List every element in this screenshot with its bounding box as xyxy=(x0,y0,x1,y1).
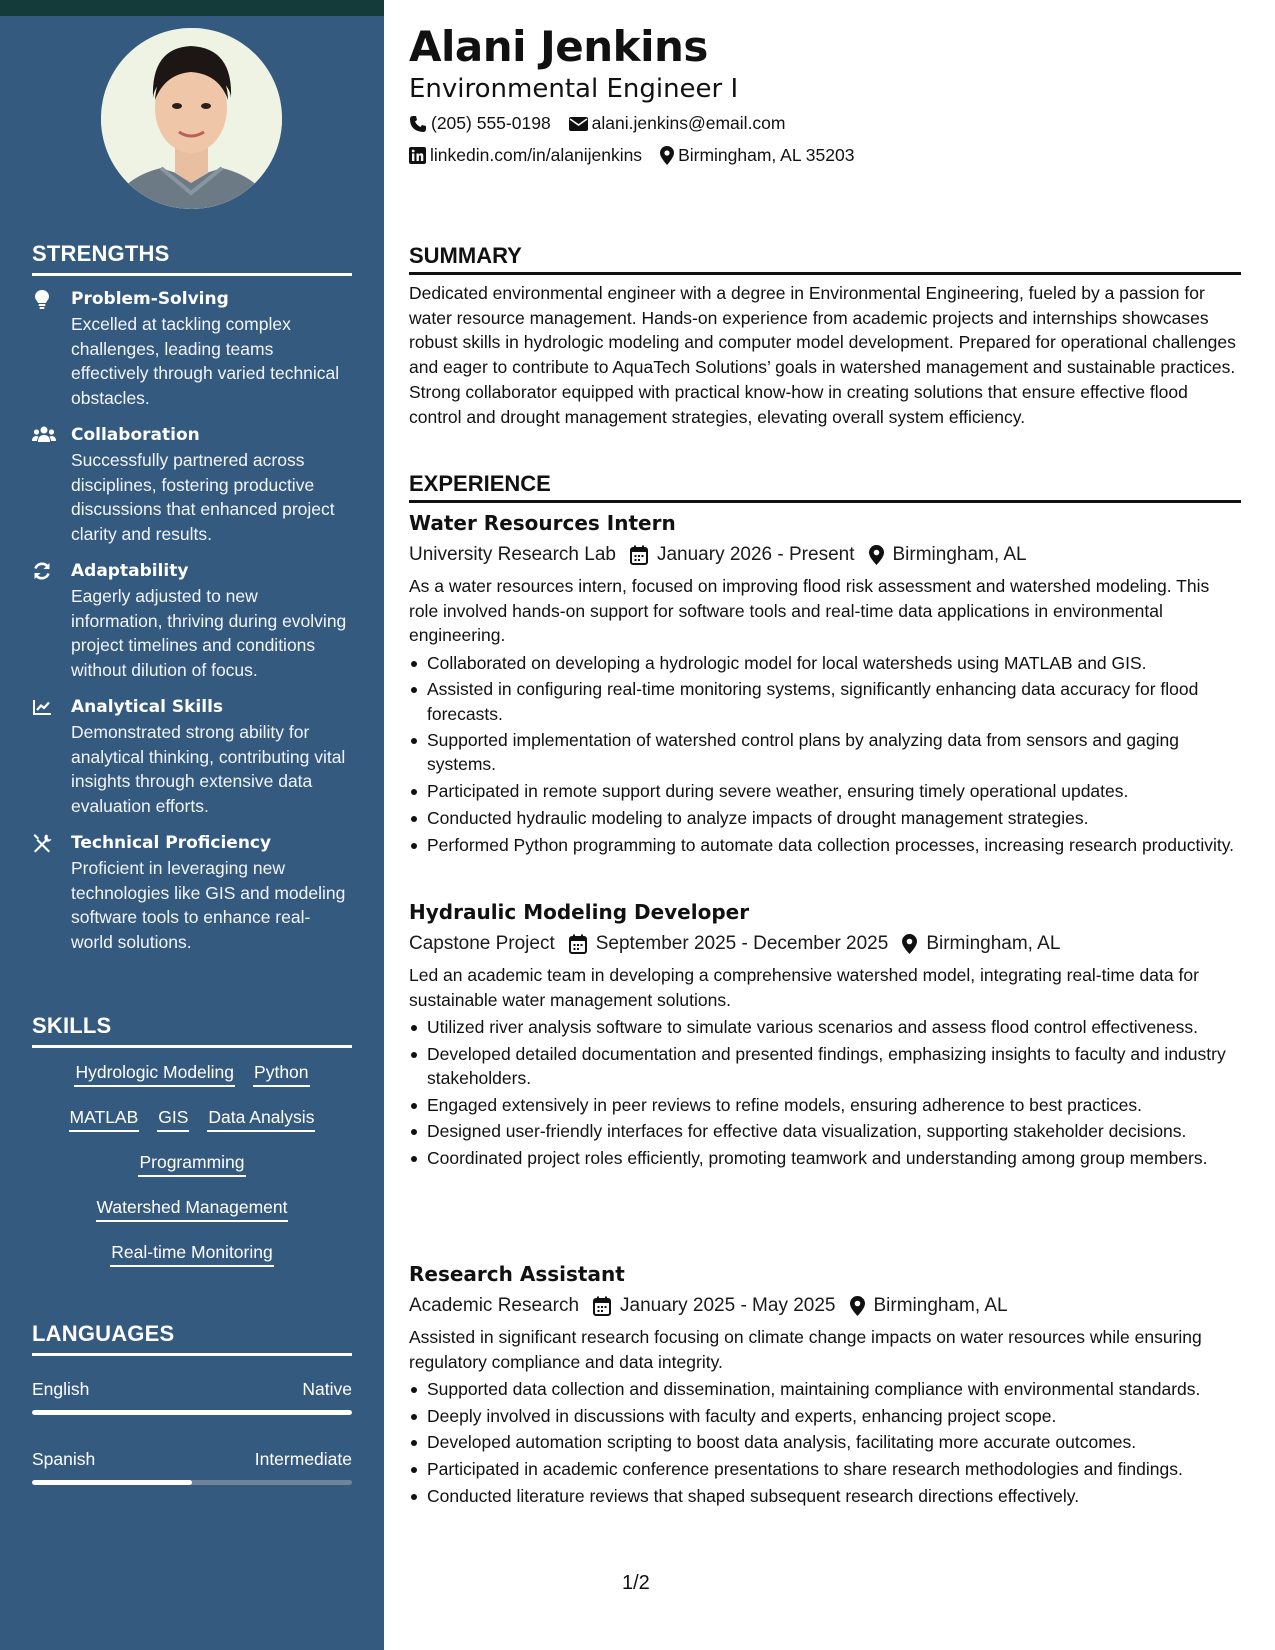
job-bullet: Deeply involved in discussions with faculty and experts, enhancing project scope. xyxy=(409,1404,1241,1428)
contact-phone[interactable] xyxy=(409,113,551,134)
skill-tag: Programming xyxy=(138,1150,245,1177)
sidebar-top-bar xyxy=(0,0,384,16)
summary-text: Dedicated environmental engineer with a degree in Environmental Engineering, fueled by a passion for water resource management. Hands-on experience from academic projects and internships showcases robust skills in hydrologic modeling and computer model development. Prepared for operational challenges and eager to contribute to AquaTech Solutions’ goals in watershed management and sustainable practices. Strong collaborator equipped with practical know-how in creating solutions that ensure effective flood control and drought management strategies, elevating overall system efficiency. xyxy=(409,283,1236,427)
experience-entry xyxy=(409,509,1241,857)
page-number: 1/2 xyxy=(622,1572,650,1594)
job-meta xyxy=(409,1291,1241,1321)
skill-tag: Real-time Monitoring xyxy=(110,1240,273,1267)
job-bullet: Engaged extensively in peer reviews to refine models, ensuring adherence to best practices. xyxy=(409,1093,1241,1117)
skill-tag: Data Analysis xyxy=(207,1105,315,1132)
job-bullets xyxy=(409,1015,1241,1170)
language-level: Native xyxy=(302,1379,352,1399)
linkedin-text: linkedin.com/in/alanijenkins xyxy=(430,145,643,165)
job-dates: January 2026 - Present xyxy=(656,544,855,565)
experience-entry xyxy=(409,898,1241,1170)
job-title: Research Assistant xyxy=(409,1262,625,1286)
strength-description: Demonstrated strong ability for analytical thinking, contributing vital insights through extensive data evaluation efforts. xyxy=(71,722,346,816)
language-proficiency-bar xyxy=(32,1410,352,1415)
job-bullet: Supported data collection and dissemination, maintaining compliance with environmental standards. xyxy=(409,1377,1241,1401)
job-dates: September 2025 - December 2025 xyxy=(595,933,889,954)
candidate-name: Alani Jenkins xyxy=(409,22,708,71)
contact-row xyxy=(409,145,872,166)
skill-tag: MATLAB xyxy=(69,1105,140,1132)
contact-email[interactable] xyxy=(569,113,786,134)
strength-description: Successfully partnered across disciplines, fostering productive discussions that enhanced project clarity and results. xyxy=(71,450,335,544)
linkedin-icon xyxy=(409,147,426,164)
strength-item xyxy=(32,559,352,682)
strength-title: Problem-Solving xyxy=(71,289,229,309)
phone-text: (205) 555-0198 xyxy=(431,113,551,133)
envelope-icon xyxy=(569,116,588,132)
job-bullet: Participated in academic conference presentations to share research methodologies and findings. xyxy=(409,1457,1241,1481)
job-bullet: Coordinated project roles efficiently, promoting teamwork and understanding among group members. xyxy=(409,1146,1241,1170)
job-bullets xyxy=(409,651,1241,857)
job-bullet: Developed automation scripting to boost data analysis, facilitating more accurate outcomes. xyxy=(409,1430,1241,1454)
job-title: Water Resources Intern xyxy=(409,511,676,535)
job-bullet: Collaborated on developing a hydrologic model for local watersheds using MATLAB and GIS. xyxy=(409,651,1241,675)
strength-title: Analytical Skills xyxy=(71,697,224,717)
skill-tag: Hydrologic Modeling xyxy=(74,1060,235,1087)
job-bullets xyxy=(409,1377,1241,1508)
candidate-title: Environmental Engineer I xyxy=(409,74,739,104)
strength-item xyxy=(32,423,352,546)
strengths-list xyxy=(32,287,352,967)
job-description: As a water resources intern, focused on improving flood risk assessment and watershed modeling. This role involved hands-on support for software tools and real-time data applications in environmental engineering. xyxy=(409,576,1210,646)
strength-title: Adaptability xyxy=(71,561,189,581)
lightbulb-icon xyxy=(32,289,54,309)
language-item xyxy=(32,1377,352,1415)
chart-line-icon xyxy=(32,697,54,717)
email-text: alani.jenkins@email.com xyxy=(591,113,786,133)
job-location: Birmingham, AL xyxy=(873,1295,1008,1316)
strength-title: Technical Proficiency xyxy=(71,833,272,853)
strengths-heading: STRENGTHS xyxy=(32,241,352,276)
map-pin-icon xyxy=(902,934,917,954)
job-bullet: Designed user-friendly interfaces for effective data visualization, supporting stakeholder decisions. xyxy=(409,1119,1241,1143)
contact-linkedin[interactable] xyxy=(409,145,642,166)
contact-location xyxy=(660,145,854,166)
map-pin-icon xyxy=(850,1296,865,1316)
calendar-icon xyxy=(630,545,648,565)
language-level: Intermediate xyxy=(254,1449,352,1469)
strength-description: Eagerly adjusted to new information, thriving during evolving project timelines and conditions without dilution of focus. xyxy=(71,586,347,680)
job-bullet: Developed detailed documentation and presented findings, emphasizing insights to faculty and industry stakeholders. xyxy=(409,1042,1241,1090)
strength-description: Excelled at tackling complex challenges, leading teams effectively through varied technical obstacles. xyxy=(71,314,340,408)
tools-icon xyxy=(32,833,54,853)
phone-icon xyxy=(409,115,427,133)
refresh-icon xyxy=(32,561,54,581)
job-description: Led an academic team in developing a comprehensive watershed model, integrating real-time data for sustainable water management solutions. xyxy=(409,965,1199,1010)
profile-photo xyxy=(101,28,282,209)
experience-heading: EXPERIENCE xyxy=(409,471,1241,503)
calendar-icon xyxy=(593,1296,611,1316)
sidebar xyxy=(0,0,384,1650)
contact-row xyxy=(409,113,804,134)
job-title: Hydraulic Modeling Developer xyxy=(409,900,750,924)
skill-tag: Watershed Management xyxy=(96,1195,289,1222)
experience-entry xyxy=(409,1260,1241,1508)
language-proficiency-fill xyxy=(32,1480,192,1485)
job-organization: Capstone Project xyxy=(409,933,555,954)
summary-heading: SUMMARY xyxy=(409,243,1241,275)
skill-tag: GIS xyxy=(157,1105,189,1132)
job-dates: January 2025 - May 2025 xyxy=(620,1295,836,1316)
job-location: Birmingham, AL xyxy=(892,544,1027,565)
job-bullet: Participated in remote support during severe weather, ensuring timely operational updates. xyxy=(409,779,1241,803)
strength-item xyxy=(32,831,352,954)
skills-list xyxy=(32,1060,352,1285)
languages-heading: LANGUAGES xyxy=(32,1321,352,1356)
language-item xyxy=(32,1447,352,1485)
language-proficiency-bar xyxy=(32,1480,352,1485)
map-pin-icon xyxy=(660,146,674,165)
job-description: Assisted in significant research focusing on climate change impacts on water resources while ensuring regulatory compliance and data integrity. xyxy=(409,1327,1202,1372)
job-bullet: Performed Python programming to automate data collection processes, increasing research productivity. xyxy=(409,833,1241,857)
strength-item xyxy=(32,695,352,818)
job-bullet: Conducted hydraulic modeling to analyze impacts of drought management strategies. xyxy=(409,806,1241,830)
job-meta xyxy=(409,929,1241,959)
users-icon xyxy=(32,425,54,445)
skill-tag: Python xyxy=(253,1060,309,1087)
job-location: Birmingham, AL xyxy=(926,933,1061,954)
language-name: English xyxy=(32,1379,90,1399)
calendar-icon xyxy=(569,934,587,954)
job-organization: Academic Research xyxy=(409,1295,580,1316)
strength-title: Collaboration xyxy=(71,425,200,445)
language-name: Spanish xyxy=(32,1449,96,1469)
map-pin-icon xyxy=(869,545,884,565)
location-text: Birmingham, AL 35203 xyxy=(678,145,855,165)
job-bullet: Supported implementation of watershed control plans by analyzing data from sensors and gaging systems. xyxy=(409,728,1241,776)
strength-description: Proficient in leveraging new technologies like GIS and modeling software tools to enhance real-world solutions. xyxy=(71,858,346,952)
job-bullet: Conducted literature reviews that shaped subsequent research directions effectively. xyxy=(409,1484,1241,1508)
job-bullet: Utilized river analysis software to simulate various scenarios and assess flood control effectiveness. xyxy=(409,1015,1241,1039)
job-meta xyxy=(409,540,1241,570)
skills-heading: SKILLS xyxy=(32,1013,352,1048)
strength-item xyxy=(32,287,352,410)
language-proficiency-fill xyxy=(32,1410,352,1415)
job-organization: University Research Lab xyxy=(409,544,616,565)
job-bullet: Assisted in configuring real-time monitoring systems, significantly enhancing data accuracy for flood forecasts. xyxy=(409,677,1241,725)
